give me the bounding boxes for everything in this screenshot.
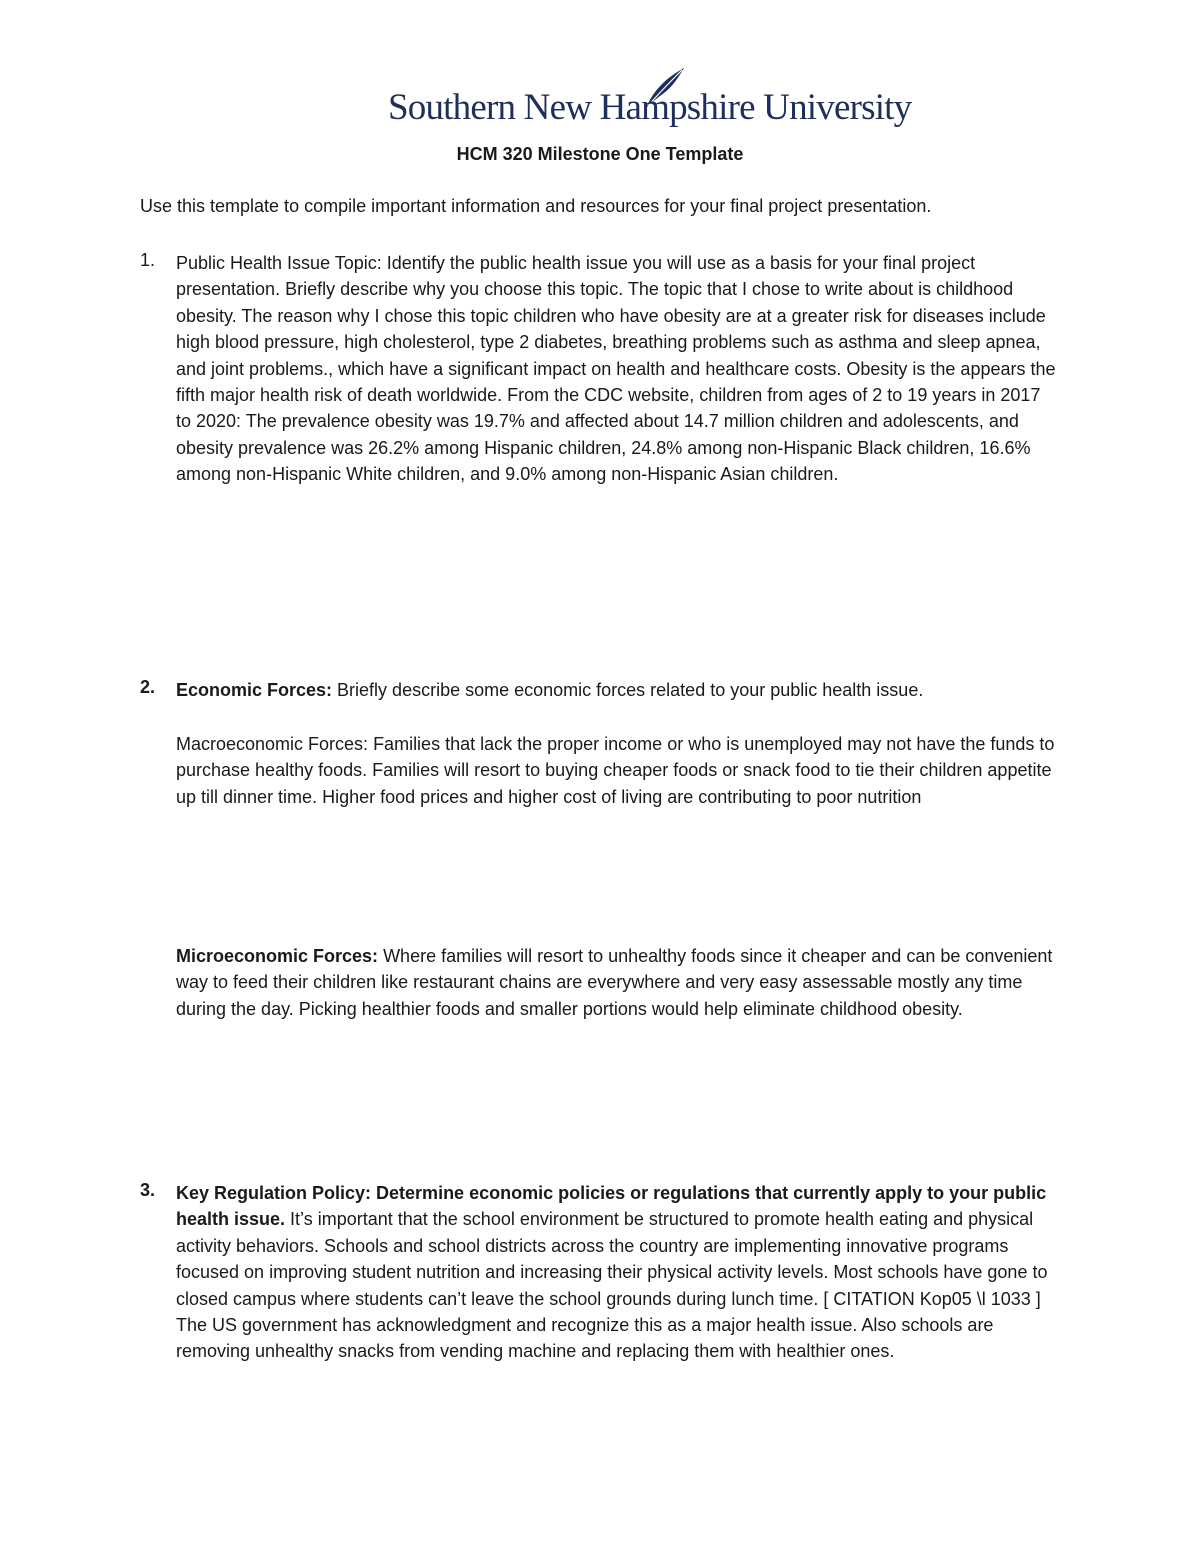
- microeconomic-forces: [176, 943, 1060, 1022]
- section-response: It’s important that the school environment be structured to promote health eating and physical activity behaviors. Schools and school districts across the country are implementing innovative programs focused on improving student nutrition and increasing their physical activity levels. Most schools have gone to closed campus where students can’t leave the school grounds during lunch time. [ CITATION Kop05 \l 1033 ] The US government has acknowledgment and recognize this as a major health issue. Also schools are removing unhealthy snacks from vending machine and replacing them with healthier ones.: [176, 1209, 1048, 1362]
- section-prompt: Briefly describe some economic forces related to your public health issue.: [332, 680, 924, 700]
- section-label: Key Regulation Policy: Determine economic policies or regulations that currently apply to your public health issue.: [176, 1183, 1047, 1230]
- macroeconomic-forces: [176, 731, 1060, 810]
- micro-label: Microeconomic Forces:: [176, 946, 379, 966]
- micro-text: Where families will resort to unhealthy foods since it cheaper and can be convenient way to feed their children like restaurant chains are everywhere and very easy assessable mostly any time during the day. Picking healthier foods and smaller portions would help eliminate childhood obesity.: [176, 946, 1053, 1019]
- document-title: HCM 320 Milestone One Template: [456, 144, 744, 164]
- section-label: Economic Forces:: [176, 680, 333, 700]
- document-intro: Use this template to compile important information and resources for your final project presentation.: [140, 196, 932, 216]
- section-number: 1.: [140, 250, 156, 270]
- section-response: The topic that I chose to write about is childhood obesity. The reason why I chose this topic children who have obesity are at a greater risk for diseases include high blood pressure, high cholesterol, type 2 diabetes, breathing problems such as asthma and sleep apnea, and joint problems., which have a significant impact on health and healthcare costs. Obesity is the appears the fifth major health risk of death worldwide. From the CDC website, children from ages of 2 to 19 years in 2017 to 2020: The prevalence obesity was 19.7% and affected about 14.7 million children and adolescents, and obesity prevalence was 26.2% among Hispanic children, 24.8% among non-Hispanic Black children, 16.6% among non-Hispanic White children, and 9.0% among non-Hispanic Asian children.: [176, 279, 1056, 485]
- section-body: [176, 1180, 1060, 1365]
- macro-label: Macroeconomic Forces:: [176, 734, 369, 754]
- section-prompt: Identify the public health issue you will use as a basis for your final project presentation. Briefly describe why you choose this topic.: [176, 253, 976, 300]
- logo-wordmark: Southern New Hampshire University: [388, 87, 912, 128]
- section-body: [176, 677, 1060, 703]
- macro-text: Families that lack the proper income or who is unemployed may not have the funds to purchase healthy foods. Families will resort to buying cheaper foods or snack food to tie their children appetite up till dinner time. Higher food prices and higher cost of living are contributing to poor nutrition: [176, 734, 1055, 807]
- section-number: 3.: [140, 1180, 156, 1200]
- university-logo: [388, 64, 912, 140]
- section-number: 2.: [140, 677, 156, 697]
- section-label: Public Health Issue Topic:: [176, 253, 382, 273]
- section-body: [176, 250, 1060, 488]
